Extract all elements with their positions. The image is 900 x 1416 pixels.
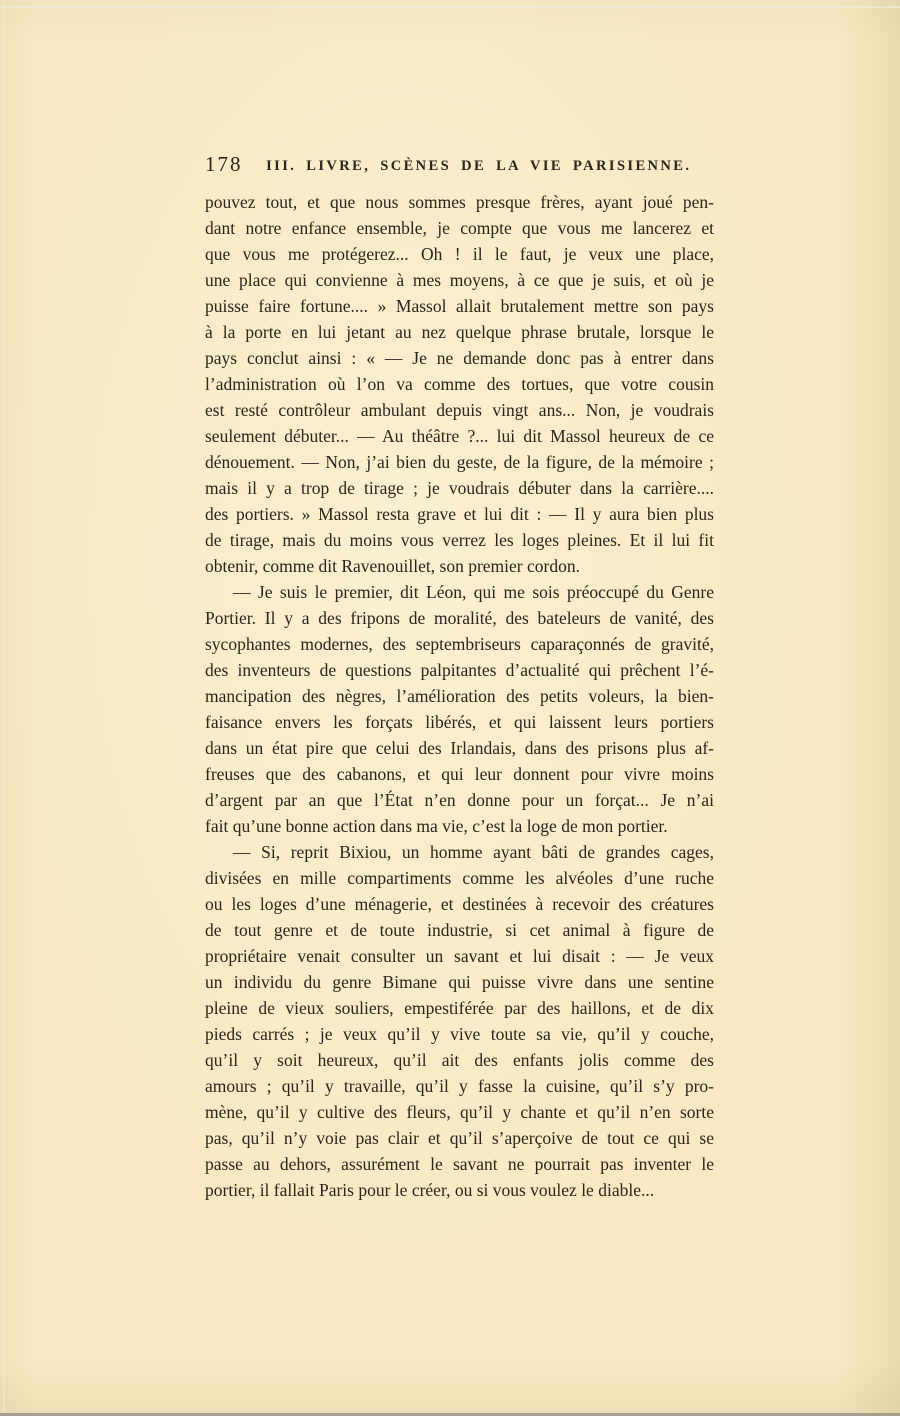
paragraph [205,189,714,579]
paragraph [205,579,714,839]
text-line: mancipation des nègres, l’amélioration des petits voleurs, la bien- [205,686,714,706]
text-line: dant notre enfance ensemble, je compte que vous me lancerez et [205,218,714,238]
text-line: d’argent par an que l’État n’en donne pour un forçat... Je n’ai [205,790,714,810]
text-line: obtenir, comme dit Ravenouillet, son premier cordon. [205,556,580,576]
text-line: qu’il y soit heureux, qu’il ait des enfants jolis comme des [205,1050,714,1070]
text-line: à la porte en lui jetant au nez quelque phrase brutale, lorsque le [205,322,714,342]
text-line: faisance envers les forçats libérés, et qui laissent leurs portiers [205,712,714,732]
body-text [205,189,714,1203]
text-line: amours ; qu’il y travaille, qu’il y fasse la cuisine, qu’il s’y pro- [205,1076,714,1096]
page-header [205,152,715,177]
text-line: est resté contrôleur ambulant depuis vingt ans... Non, je voudrais [205,400,714,420]
text-line: sycophantes modernes, des septembriseurs caparaçonnés de gravité, [205,634,714,654]
text-line: portier, il fallait Paris pour le créer, ou si vous voulez le diable... [205,1180,655,1200]
text-line: fait qu’une bonne action dans ma vie, c’est la loge de mon portier. [205,816,668,836]
text-line: dans un état pire que celui des Irlandais, dans des prisons plus af- [205,738,714,758]
text-line: dénouement. — Non, j’ai bien du geste, de la figure, de la mémoire ; [205,452,714,472]
text-line: pouvez tout, et que nous sommes presque frères, ayant joué pen- [205,192,714,212]
text-line: propriétaire venait consulter un savant et lui disait : — Je veux [205,946,714,966]
text-line: mène, qu’il y cultive des fleurs, qu’il y chante et qu’il n’en sorte [205,1102,714,1122]
text-line: freuses que des cabanons, et qui leur donnent pour vivre moins [205,764,714,784]
running-title: III. LIVRE, SCÈNES DE LA VIE PARISIENNE. [266,158,692,174]
text-line: passe au dehors, assurément le savant ne pourrait pas inventer le [205,1154,714,1174]
page-top-edge [0,6,900,8]
text-line: l’administration où l’on va comme des tortues, que votre cousin [205,374,714,394]
text-line: pieds carrés ; je veux qu’il y vive toute sa vie, qu’il y couche, [205,1024,714,1044]
page-left-edge [3,0,5,1416]
text-line: mais il y a trop de tirage ; je voudrais débuter dans la carrière.... [205,478,714,498]
text-line: que vous me protégerez... Oh ! il le faut, je veux une place, [205,244,714,264]
text-line: de tout genre et de toute industrie, si cet animal à figure de [205,920,714,940]
text-line: seulement débuter... — Au théâtre ?... lui dit Massol heureux de ce [205,426,714,446]
text-line: de tirage, mais du moins vous verrez les loges pleines. Et il lui fit [205,530,714,550]
text-line: pas, qu’il n’y voie pas clair et qu’il s’aperçoive de tout ce qui se [205,1128,714,1148]
page-number: 178 [205,152,243,176]
text-line: puisse faire fortune.... » Massol allait brutalement mettre son pays [205,296,714,316]
text-line: des inventeurs de questions palpitantes d’actualité qui prêchent l’é- [205,660,714,680]
text-line: des portiers. » Massol resta grave et lui dit : — Il y aura bien plus [205,504,714,524]
text-line: Portier. Il y a des fripons de moralité, des bateleurs de vanité, des [205,608,714,628]
text-line: ou les loges d’une ménagerie, et destinées à recevoir des créatures [205,894,714,914]
text-line: pleine de vieux souliers, empestiférée par des haillons, et de dix [205,998,714,1018]
text-line: divisées en mille compartiments comme les alvéoles d’une ruche [205,868,714,888]
text-line: — Je suis le premier, dit Léon, qui me sois préoccupé du Genre [233,582,714,602]
text-line: — Si, reprit Bixiou, un homme ayant bâti de grandes cages, [233,842,714,862]
text-line: pays conclut ainsi : « — Je ne demande donc pas à entrer dans [205,348,714,368]
paragraph [205,839,714,1203]
text-line: un individu du genre Bimane qui puisse vivre dans une sentine [205,972,714,992]
text-line: une place qui convienne à mes moyens, à ce que je suis, et où je [205,270,714,290]
